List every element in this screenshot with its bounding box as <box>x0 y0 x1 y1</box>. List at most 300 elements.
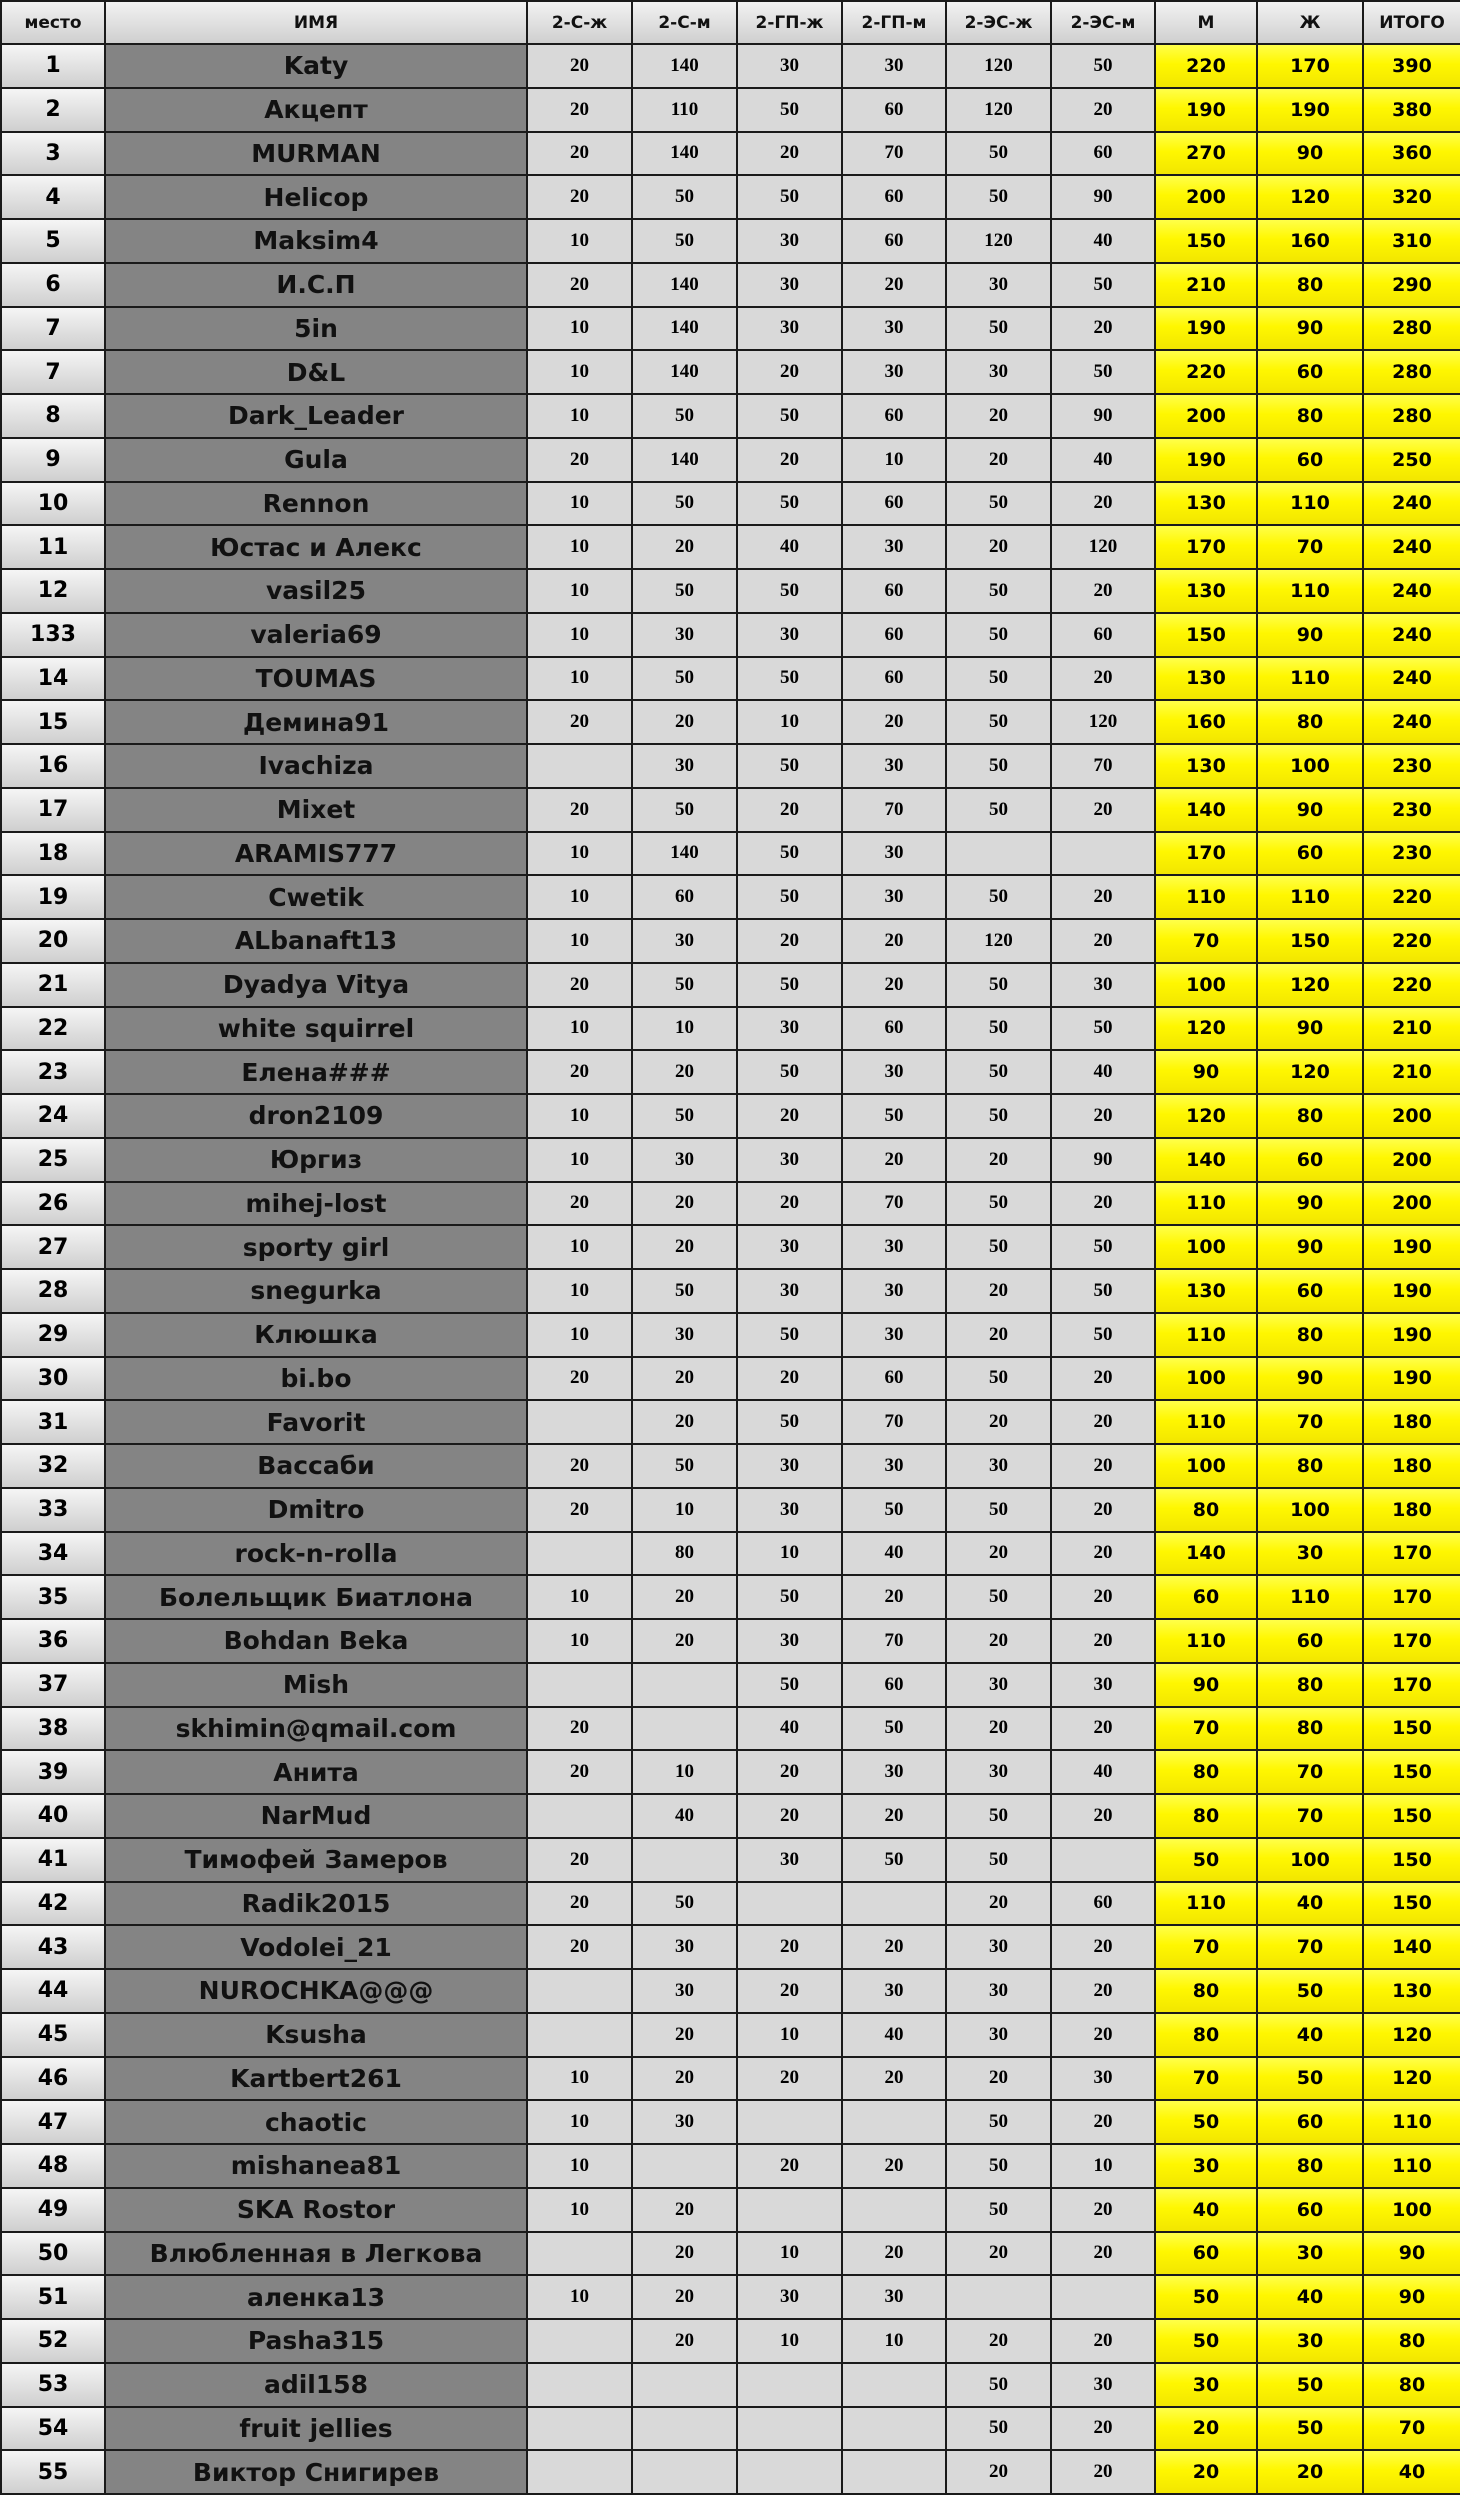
men-total: 80 <box>1155 1794 1257 1838</box>
table-row <box>1 2407 1460 2451</box>
table-row <box>1 1707 1460 1751</box>
score-2s-w: 10 <box>527 307 632 351</box>
men-total: 140 <box>1155 1532 1257 1576</box>
place-cell: 42 <box>1 1882 105 1926</box>
place-cell: 8 <box>1 394 105 438</box>
grand-total: 390 <box>1363 44 1460 88</box>
score-2s-w <box>527 2319 632 2363</box>
score-2gp-m <box>842 2363 946 2407</box>
header-2s-m[interactable]: 2-С-м <box>632 1 737 44</box>
score-2gp-w: 20 <box>737 1357 842 1401</box>
table-row <box>1 569 1460 613</box>
name-cell: Демина91 <box>105 700 527 744</box>
score-2gp-m: 40 <box>842 2013 946 2057</box>
men-total: 70 <box>1155 1925 1257 1969</box>
score-2gp-m: 60 <box>842 175 946 219</box>
grand-total: 280 <box>1363 307 1460 351</box>
women-total: 50 <box>1257 2057 1363 2101</box>
score-2es-m: 40 <box>1051 1750 1155 1794</box>
table-row <box>1 2450 1460 2494</box>
score-2es-w: 20 <box>946 1269 1051 1313</box>
score-2es-w: 50 <box>946 132 1051 176</box>
score-2es-w: 50 <box>946 1357 1051 1401</box>
men-total: 220 <box>1155 350 1257 394</box>
score-2s-w: 10 <box>527 875 632 919</box>
place-cell: 2 <box>1 88 105 132</box>
score-2es-w <box>946 832 1051 876</box>
men-total: 160 <box>1155 700 1257 744</box>
women-total: 120 <box>1257 963 1363 1007</box>
women-total: 170 <box>1257 44 1363 88</box>
score-2gp-w: 50 <box>737 657 842 701</box>
table-row <box>1 963 1460 1007</box>
score-2gp-m: 30 <box>842 875 946 919</box>
score-2es-w: 50 <box>946 788 1051 832</box>
grand-total: 180 <box>1363 1400 1460 1444</box>
place-cell: 35 <box>1 1575 105 1619</box>
score-2gp-w: 20 <box>737 2144 842 2188</box>
women-total: 90 <box>1257 788 1363 832</box>
score-2s-m: 50 <box>632 788 737 832</box>
table-row <box>1 2100 1460 2144</box>
score-2gp-w: 50 <box>737 482 842 526</box>
score-2es-w: 20 <box>946 1313 1051 1357</box>
score-2gp-w: 30 <box>737 1138 842 1182</box>
grand-total: 150 <box>1363 1794 1460 1838</box>
header-2s-w[interactable]: 2-С-ж <box>527 1 632 44</box>
place-cell: 34 <box>1 1532 105 1576</box>
score-2es-m: 20 <box>1051 569 1155 613</box>
score-2es-w: 30 <box>946 1925 1051 1969</box>
table-row <box>1 2013 1460 2057</box>
score-2s-m: 10 <box>632 1488 737 1532</box>
name-cell: Клюшка <box>105 1313 527 1357</box>
score-2gp-m: 60 <box>842 569 946 613</box>
score-2s-w: 20 <box>527 1925 632 1969</box>
table-row <box>1 613 1460 657</box>
women-total: 40 <box>1257 2013 1363 2057</box>
place-cell: 4 <box>1 175 105 219</box>
score-2s-w: 20 <box>527 1707 632 1751</box>
score-2es-m: 20 <box>1051 2232 1155 2276</box>
score-2s-w: 20 <box>527 1488 632 1532</box>
score-2es-w: 120 <box>946 88 1051 132</box>
score-2es-m: 20 <box>1051 1794 1155 1838</box>
score-2es-m: 20 <box>1051 307 1155 351</box>
men-total: 80 <box>1155 1969 1257 2013</box>
score-2es-m: 40 <box>1051 219 1155 263</box>
women-total: 110 <box>1257 1575 1363 1619</box>
place-cell: 9 <box>1 438 105 482</box>
score-2s-w <box>527 744 632 788</box>
score-2gp-w: 30 <box>737 44 842 88</box>
name-cell: ARAMIS777 <box>105 832 527 876</box>
men-total: 40 <box>1155 2188 1257 2232</box>
header-grand-total[interactable]: ИТОГО <box>1363 1 1460 44</box>
score-2s-w: 10 <box>527 569 632 613</box>
score-2s-w: 10 <box>527 1007 632 1051</box>
women-total: 80 <box>1257 1707 1363 1751</box>
women-total: 100 <box>1257 1838 1363 1882</box>
grand-total: 230 <box>1363 788 1460 832</box>
men-total: 190 <box>1155 307 1257 351</box>
men-total: 190 <box>1155 438 1257 482</box>
grand-total: 170 <box>1363 1575 1460 1619</box>
score-2es-m: 20 <box>1051 1182 1155 1226</box>
place-cell: 50 <box>1 2232 105 2276</box>
grand-total: 150 <box>1363 1838 1460 1882</box>
score-2gp-w: 20 <box>737 1750 842 1794</box>
place-cell: 48 <box>1 2144 105 2188</box>
score-2es-w: 50 <box>946 2188 1051 2232</box>
women-total: 70 <box>1257 1750 1363 1794</box>
header-2gp-m[interactable]: 2-ГП-м <box>842 1 946 44</box>
score-2gp-w <box>737 2450 842 2494</box>
score-2s-w: 10 <box>527 2275 632 2319</box>
place-cell: 37 <box>1 1663 105 1707</box>
women-total: 70 <box>1257 1925 1363 1969</box>
men-total: 210 <box>1155 263 1257 307</box>
name-cell: Анита <box>105 1750 527 1794</box>
score-2s-w: 10 <box>527 832 632 876</box>
score-2es-m: 20 <box>1051 2450 1155 2494</box>
women-total: 80 <box>1257 1313 1363 1357</box>
score-2gp-m: 20 <box>842 263 946 307</box>
men-total: 110 <box>1155 1182 1257 1226</box>
score-2s-w: 10 <box>527 2188 632 2232</box>
grand-total: 240 <box>1363 482 1460 526</box>
table-row <box>1 1838 1460 1882</box>
place-cell: 45 <box>1 2013 105 2057</box>
women-total: 110 <box>1257 875 1363 919</box>
place-cell: 44 <box>1 1969 105 2013</box>
score-2es-w: 50 <box>946 1838 1051 1882</box>
score-2gp-w: 30 <box>737 1619 842 1663</box>
score-2es-w: 20 <box>946 2450 1051 2494</box>
women-total: 110 <box>1257 569 1363 613</box>
women-total: 60 <box>1257 2188 1363 2232</box>
score-2es-w: 30 <box>946 1663 1051 1707</box>
name-cell: valeria69 <box>105 613 527 657</box>
name-cell: Gula <box>105 438 527 482</box>
women-total: 30 <box>1257 1532 1363 1576</box>
score-2es-w: 30 <box>946 350 1051 394</box>
score-2es-w: 50 <box>946 613 1051 657</box>
header-2es-w[interactable]: 2-ЭС-ж <box>946 1 1051 44</box>
score-2s-w: 10 <box>527 613 632 657</box>
score-2es-w: 50 <box>946 1794 1051 1838</box>
name-cell: Ksusha <box>105 2013 527 2057</box>
score-2s-w: 20 <box>527 788 632 832</box>
score-2s-w: 20 <box>527 1838 632 1882</box>
name-cell: Dmitro <box>105 1488 527 1532</box>
score-2s-m: 140 <box>632 132 737 176</box>
score-2es-w: 20 <box>946 1619 1051 1663</box>
score-2gp-w: 10 <box>737 1532 842 1576</box>
score-2s-w: 10 <box>527 919 632 963</box>
score-2s-w: 20 <box>527 1357 632 1401</box>
score-2es-w: 50 <box>946 175 1051 219</box>
score-2gp-m: 70 <box>842 132 946 176</box>
table-row <box>1 788 1460 832</box>
grand-total: 280 <box>1363 394 1460 438</box>
place-cell: 28 <box>1 1269 105 1313</box>
name-cell: Maksim4 <box>105 219 527 263</box>
grand-total: 110 <box>1363 2144 1460 2188</box>
grand-total: 110 <box>1363 2100 1460 2144</box>
score-2es-w: 20 <box>946 1532 1051 1576</box>
score-2es-m: 50 <box>1051 1225 1155 1269</box>
score-2s-m: 50 <box>632 1882 737 1926</box>
name-cell: Favorit <box>105 1400 527 1444</box>
score-2gp-w: 30 <box>737 1444 842 1488</box>
score-2es-w: 50 <box>946 2100 1051 2144</box>
table-row <box>1 175 1460 219</box>
score-2gp-m <box>842 2188 946 2232</box>
place-cell: 49 <box>1 2188 105 2232</box>
score-2s-m <box>632 1663 737 1707</box>
score-2es-m: 20 <box>1051 657 1155 701</box>
name-cell: dron2109 <box>105 1094 527 1138</box>
place-cell: 39 <box>1 1750 105 1794</box>
score-2gp-w: 30 <box>737 219 842 263</box>
score-2es-w: 30 <box>946 1444 1051 1488</box>
men-total: 50 <box>1155 1838 1257 1882</box>
place-cell: 5 <box>1 219 105 263</box>
header-2es-m[interactable]: 2-ЭС-м <box>1051 1 1155 44</box>
score-2gp-m: 20 <box>842 700 946 744</box>
score-2s-m: 110 <box>632 88 737 132</box>
score-2es-m: 20 <box>1051 1707 1155 1751</box>
score-2s-m <box>632 2450 737 2494</box>
score-2gp-m: 30 <box>842 44 946 88</box>
place-cell: 55 <box>1 2450 105 2494</box>
place-cell: 31 <box>1 1400 105 1444</box>
table-row <box>1 1094 1460 1138</box>
place-cell: 20 <box>1 919 105 963</box>
score-2gp-m: 60 <box>842 219 946 263</box>
place-cell: 3 <box>1 132 105 176</box>
grand-total: 250 <box>1363 438 1460 482</box>
women-total: 50 <box>1257 1969 1363 2013</box>
women-total: 110 <box>1257 482 1363 526</box>
name-cell: SKA Rostor <box>105 2188 527 2232</box>
score-2s-w: 10 <box>527 2057 632 2101</box>
score-2es-w: 20 <box>946 1707 1051 1751</box>
header-men-total[interactable]: М <box>1155 1 1257 44</box>
score-2s-m: 50 <box>632 1444 737 1488</box>
name-cell: snegurka <box>105 1269 527 1313</box>
score-2es-m: 20 <box>1051 88 1155 132</box>
score-2gp-w: 50 <box>737 569 842 613</box>
men-total: 110 <box>1155 1400 1257 1444</box>
grand-total: 210 <box>1363 1007 1460 1051</box>
name-cell: Тимофей Замеров <box>105 1838 527 1882</box>
score-2gp-w <box>737 2407 842 2451</box>
men-total: 50 <box>1155 2319 1257 2363</box>
grand-total: 150 <box>1363 1750 1460 1794</box>
men-total: 60 <box>1155 2232 1257 2276</box>
score-2gp-w: 30 <box>737 1838 842 1882</box>
women-total: 90 <box>1257 1225 1363 1269</box>
score-2gp-m <box>842 2450 946 2494</box>
men-total: 90 <box>1155 1663 1257 1707</box>
score-2s-m: 50 <box>632 219 737 263</box>
grand-total: 120 <box>1363 2057 1460 2101</box>
score-2es-w: 20 <box>946 438 1051 482</box>
score-2es-m: 40 <box>1051 438 1155 482</box>
score-2es-m: 20 <box>1051 2100 1155 2144</box>
header-place[interactable]: место <box>1 1 105 44</box>
grand-total: 190 <box>1363 1269 1460 1313</box>
score-2es-w: 30 <box>946 263 1051 307</box>
score-2gp-m: 50 <box>842 1838 946 1882</box>
header-name[interactable]: ИМЯ <box>105 1 527 44</box>
name-cell: NUROCHKA@@@ <box>105 1969 527 2013</box>
score-2es-m: 50 <box>1051 1269 1155 1313</box>
name-cell: Елена### <box>105 1050 527 1094</box>
grand-total: 90 <box>1363 2275 1460 2319</box>
score-2es-w: 50 <box>946 1050 1051 1094</box>
score-2s-m: 20 <box>632 2057 737 2101</box>
score-2s-w <box>527 1400 632 1444</box>
women-total: 90 <box>1257 1357 1363 1401</box>
score-2gp-w: 50 <box>737 88 842 132</box>
women-total: 80 <box>1257 1444 1363 1488</box>
table-row <box>1 744 1460 788</box>
score-2gp-m <box>842 2100 946 2144</box>
table-row <box>1 1969 1460 2013</box>
table-row <box>1 1313 1460 1357</box>
women-total: 40 <box>1257 2275 1363 2319</box>
score-2es-m: 20 <box>1051 2319 1155 2363</box>
score-2es-m: 20 <box>1051 1925 1155 1969</box>
women-total: 90 <box>1257 1007 1363 1051</box>
score-2s-m: 50 <box>632 963 737 1007</box>
women-total: 90 <box>1257 613 1363 657</box>
score-2s-m <box>632 1838 737 1882</box>
men-total: 130 <box>1155 482 1257 526</box>
grand-total: 150 <box>1363 1882 1460 1926</box>
score-2es-w: 20 <box>946 394 1051 438</box>
name-cell: mishanea81 <box>105 2144 527 2188</box>
score-2es-w: 120 <box>946 44 1051 88</box>
men-total: 110 <box>1155 1882 1257 1926</box>
women-total: 60 <box>1257 1619 1363 1663</box>
table-row <box>1 1138 1460 1182</box>
score-2es-w: 50 <box>946 307 1051 351</box>
score-2s-m: 140 <box>632 350 737 394</box>
men-total: 130 <box>1155 569 1257 613</box>
name-cell: rock-n-rolla <box>105 1532 527 1576</box>
men-total: 30 <box>1155 2144 1257 2188</box>
table-row <box>1 1357 1460 1401</box>
grand-total: 230 <box>1363 744 1460 788</box>
header-women-total[interactable]: Ж <box>1257 1 1363 44</box>
place-cell: 47 <box>1 2100 105 2144</box>
score-2s-w <box>527 1794 632 1838</box>
score-2s-m: 20 <box>632 2319 737 2363</box>
grand-total: 150 <box>1363 1707 1460 1751</box>
men-total: 200 <box>1155 394 1257 438</box>
score-2es-m: 50 <box>1051 1007 1155 1051</box>
table-body <box>1 44 1460 2494</box>
score-2es-m: 30 <box>1051 963 1155 1007</box>
score-2s-m: 10 <box>632 1007 737 1051</box>
score-2gp-m: 20 <box>842 963 946 1007</box>
score-2es-w: 50 <box>946 2407 1051 2451</box>
score-2es-m <box>1051 2275 1155 2319</box>
men-total: 100 <box>1155 1225 1257 1269</box>
score-2es-m: 20 <box>1051 1444 1155 1488</box>
score-2es-m: 20 <box>1051 919 1155 963</box>
men-total: 60 <box>1155 1575 1257 1619</box>
score-2s-w: 10 <box>527 1269 632 1313</box>
score-2s-w: 20 <box>527 1882 632 1926</box>
score-2s-w: 10 <box>527 1138 632 1182</box>
score-2gp-w: 40 <box>737 1707 842 1751</box>
score-2s-w: 10 <box>527 2144 632 2188</box>
name-cell: Kartbert261 <box>105 2057 527 2101</box>
score-2gp-w: 10 <box>737 2232 842 2276</box>
score-2gp-m: 60 <box>842 1357 946 1401</box>
women-total: 60 <box>1257 1269 1363 1313</box>
score-2gp-m: 20 <box>842 1925 946 1969</box>
table-row <box>1 1269 1460 1313</box>
place-cell: 38 <box>1 1707 105 1751</box>
score-2gp-m: 60 <box>842 1663 946 1707</box>
score-2s-m: 20 <box>632 1400 737 1444</box>
score-2es-w: 120 <box>946 219 1051 263</box>
score-2s-m: 30 <box>632 2100 737 2144</box>
header-2gp-w[interactable]: 2-ГП-ж <box>737 1 842 44</box>
men-total: 80 <box>1155 1750 1257 1794</box>
score-2s-m: 140 <box>632 832 737 876</box>
table-row <box>1 525 1460 569</box>
place-cell: 52 <box>1 2319 105 2363</box>
table-row <box>1 2363 1460 2407</box>
score-2es-w: 20 <box>946 1882 1051 1926</box>
score-2s-m: 20 <box>632 1357 737 1401</box>
grand-total: 40 <box>1363 2450 1460 2494</box>
table-row <box>1 1400 1460 1444</box>
score-2s-w: 20 <box>527 963 632 1007</box>
score-2es-m: 90 <box>1051 175 1155 219</box>
score-2s-m: 140 <box>632 44 737 88</box>
score-2s-w: 20 <box>527 1444 632 1488</box>
score-2gp-m: 40 <box>842 1532 946 1576</box>
score-2s-m: 140 <box>632 263 737 307</box>
score-2es-m: 90 <box>1051 1138 1155 1182</box>
score-2es-m: 20 <box>1051 1619 1155 1663</box>
men-total: 170 <box>1155 832 1257 876</box>
score-2gp-m: 60 <box>842 1007 946 1051</box>
score-2gp-m: 30 <box>842 1269 946 1313</box>
score-2es-m: 20 <box>1051 1357 1155 1401</box>
score-2es-m: 120 <box>1051 525 1155 569</box>
score-2gp-m: 30 <box>842 350 946 394</box>
score-2gp-w: 20 <box>737 1794 842 1838</box>
place-cell: 7 <box>1 350 105 394</box>
score-2s-w <box>527 2232 632 2276</box>
women-total: 50 <box>1257 2363 1363 2407</box>
table-row <box>1 1225 1460 1269</box>
place-cell: 17 <box>1 788 105 832</box>
score-2s-w: 20 <box>527 132 632 176</box>
women-total: 20 <box>1257 2450 1363 2494</box>
score-2s-m: 30 <box>632 613 737 657</box>
score-2es-m: 20 <box>1051 1969 1155 2013</box>
